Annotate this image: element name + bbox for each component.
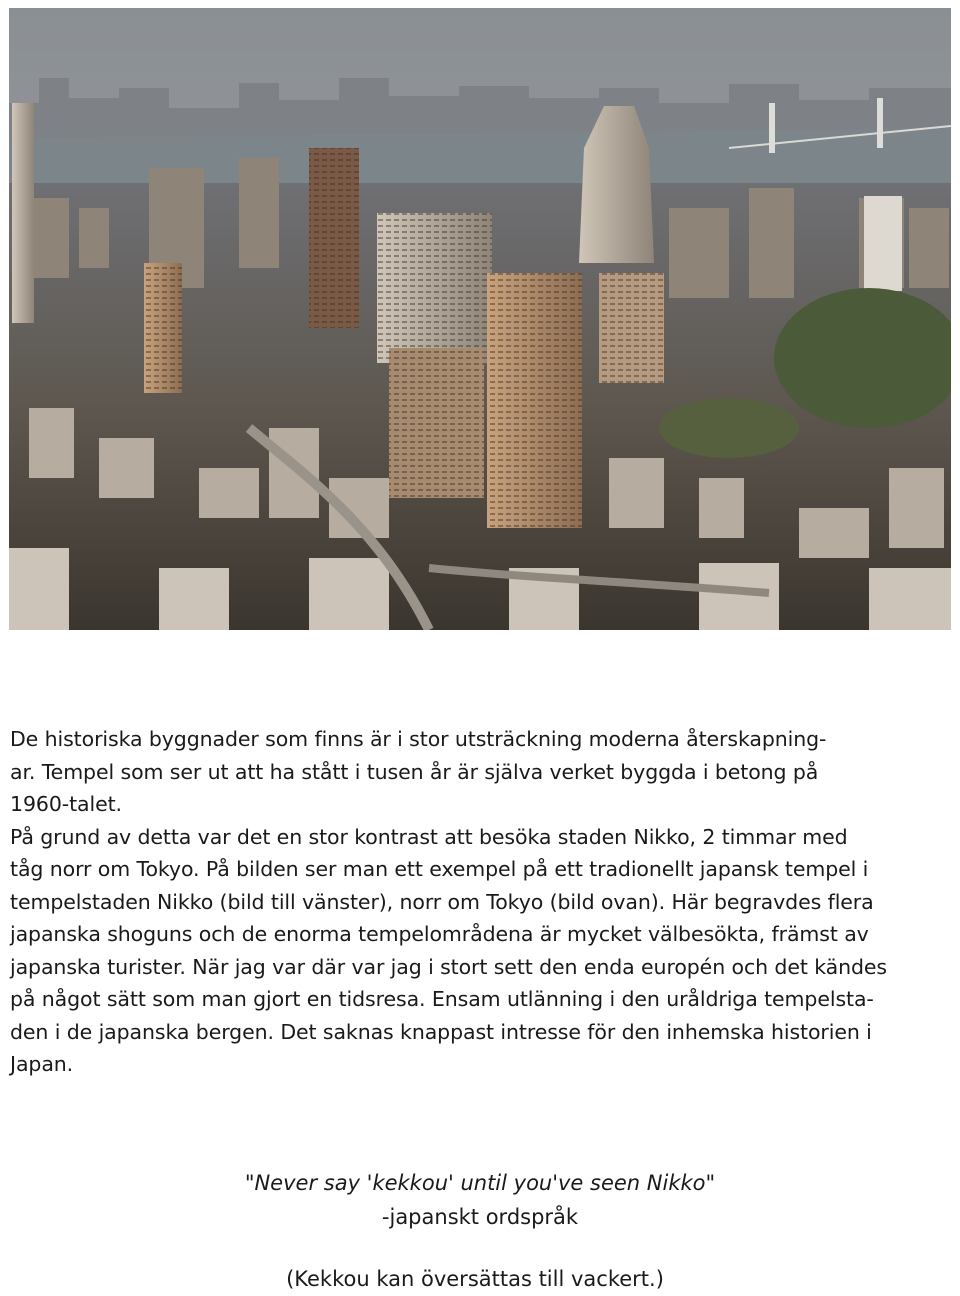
quote-source: -japanskt ordspråk xyxy=(381,1205,579,1229)
body-line: på något sätt som man gjort en tidsresa. Ensam utlänning i den uråldriga tempelsta- xyxy=(10,987,874,1011)
body-line: 1960-talet. xyxy=(10,792,122,816)
body-line: På grund av detta var det en stor kontrast att besöka staden Nikko, 2 timmar med xyxy=(10,824,848,849)
translation-note: (Kekkou kan översättas till vackert.) xyxy=(286,1267,664,1291)
article-body xyxy=(10,723,950,1081)
city-skyline-illustration xyxy=(9,8,951,630)
quote-text: "Never say 'kekkou' until you've seen Nikko" xyxy=(244,1171,716,1195)
body-line: japanska shoguns och de enorma tempelområdena är mycket välbesökta, främst av xyxy=(10,922,869,946)
body-line: ar. Tempel som ser ut att ha stått i tusen år är själva verket byggda i betong på xyxy=(10,759,819,784)
body-line: Japan. xyxy=(10,1052,74,1076)
body-line: tempelstaden Nikko (bild till vänster), norr om Tokyo (bild ovan). Här begravdes flera xyxy=(10,889,874,914)
city-skyline-photo xyxy=(9,8,951,630)
body-line: den i de japanska bergen. Det saknas knappast intresse för den inhemska historien i xyxy=(10,1019,872,1044)
body-line: De historiska byggnader som finns är i stor utsträckning moderna återskapning- xyxy=(10,727,827,751)
proverb-quote xyxy=(0,1166,960,1234)
body-line: tåg norr om Tokyo. På bilden ser man ett exempel på ett tradionellt japansk tempel i xyxy=(10,857,869,881)
body-line: japanska turister. När jag var där var jag i stort sett den enda europén och det kändes xyxy=(10,954,887,979)
